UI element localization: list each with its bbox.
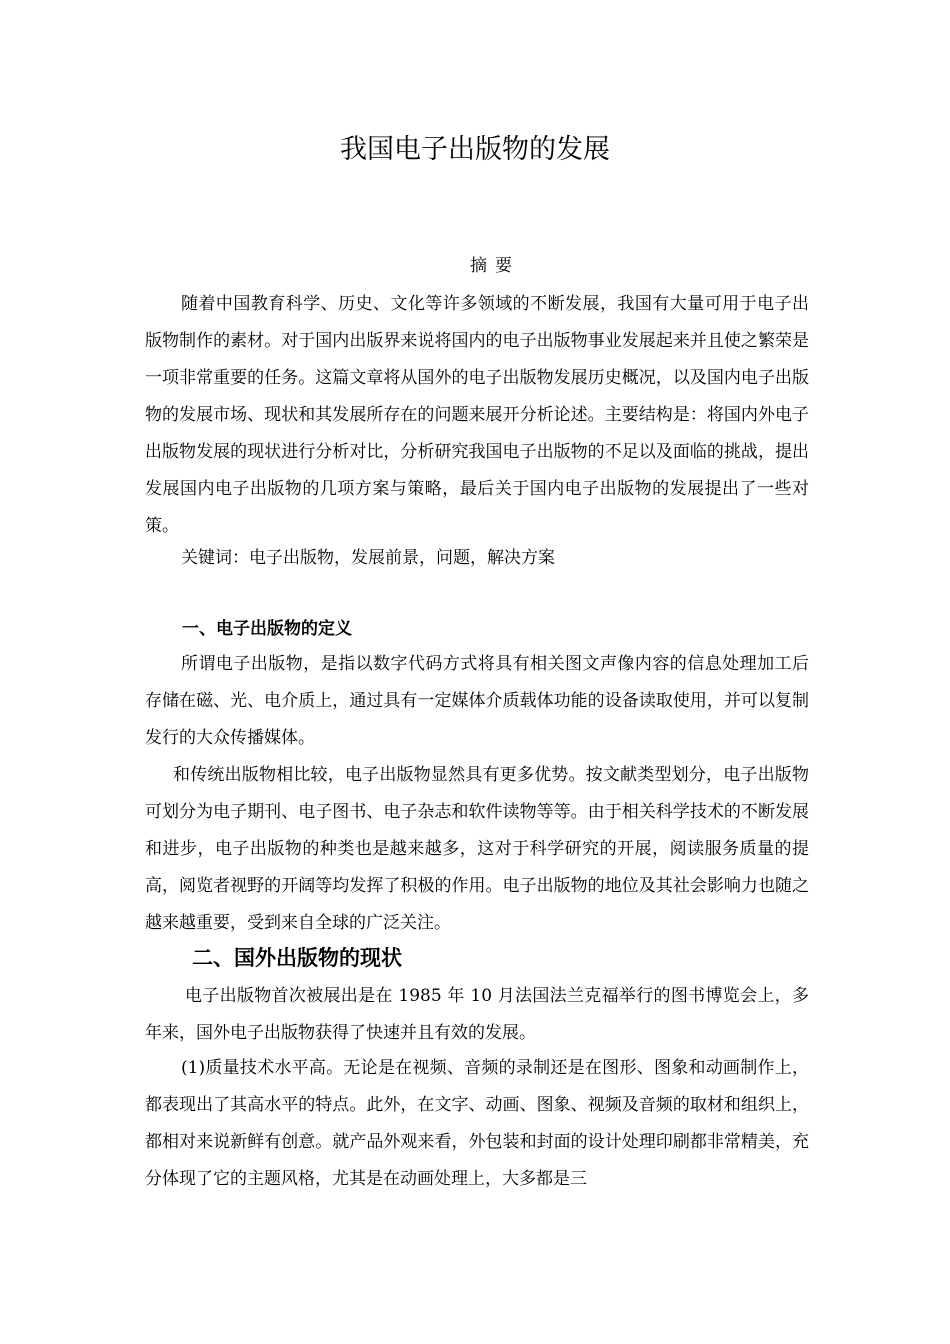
keywords-line: 关键词：电子出版物，发展前景，问题，解决方案 [181, 548, 555, 568]
body-paragraph: 和传统出版物相比较，电子出版物显然具有更多优势。按文献类型划分，电子出版物可划分为电子期刊、电子图书、电子杂志和软件读物等等。由于相关科学技术的不断发展和进步，电子出版物的种类也是越来越多，这对于科学研究的开展，阅读服务质量的提高，阅览者视野的开阔等均发挥了积极的作用。电子出版物的地位及其社会影响力也随之越来越重要，受到来自全球的广泛关注。 [145, 765, 809, 933]
section-heading-definition: 一、电子出版物的定义 [182, 619, 352, 639]
body-paragraph: (1)质量技术水平高。无论是在视频、音频的录制还是在图形、图象和动画制作上，都表现出了其高水平的特点。此外，在文字、动画、图象、视频及音频的取材和组织上，都相对来说新鲜有创意。就产品外观来看，外包装和封面的设计处理印刷都非常精美，充分体现了它的主题风格，尤其是在动画处理上，大多都是三 [145, 1058, 809, 1189]
body-paragraph: 电子出版物首次被展出是在 1985 年 10 月法国法兰克福举行的图书博览会上，多年来，国外电子出版物获得了快速并且有效的发展。 [145, 986, 809, 1043]
abstract-heading: 摘要 [470, 256, 520, 276]
abstract-paragraph: 随着中国教育科学、历史、文化等许多领域的不断发展，我国有大量可用于电子出版物制作的素材。对于国内出版界来说将国内的电子出版物事业发展起来并且使之繁荣是一项非常重要的任务。这篇文章将从国外的电子出版物发展历史概况，以及国内电子出版物的发展市场、现状和其发展所存在的问题来展开分析论述。主要结构是：将国内外电子出版物发展的现状进行分析对比，分析研究我国电子出版物的不足以及面临的挑战，提出发展国内电子出版物的几项方案与策略，最后关于国内电子出版物的发展提出了一些对策。 [145, 294, 809, 536]
page-title: 我国电子出版物的发展 [340, 134, 610, 165]
section-heading-foreign-status: 二、国外出版物的现状 [192, 946, 402, 970]
body-paragraph: 所谓电子出版物，是指以数字代码方式将具有相关图文声像内容的信息处理加工后存储在磁、光、电介质上，通过具有一定媒体介质载体功能的设备读取使用，并可以复制发行的大众传播媒体。 [145, 654, 809, 748]
